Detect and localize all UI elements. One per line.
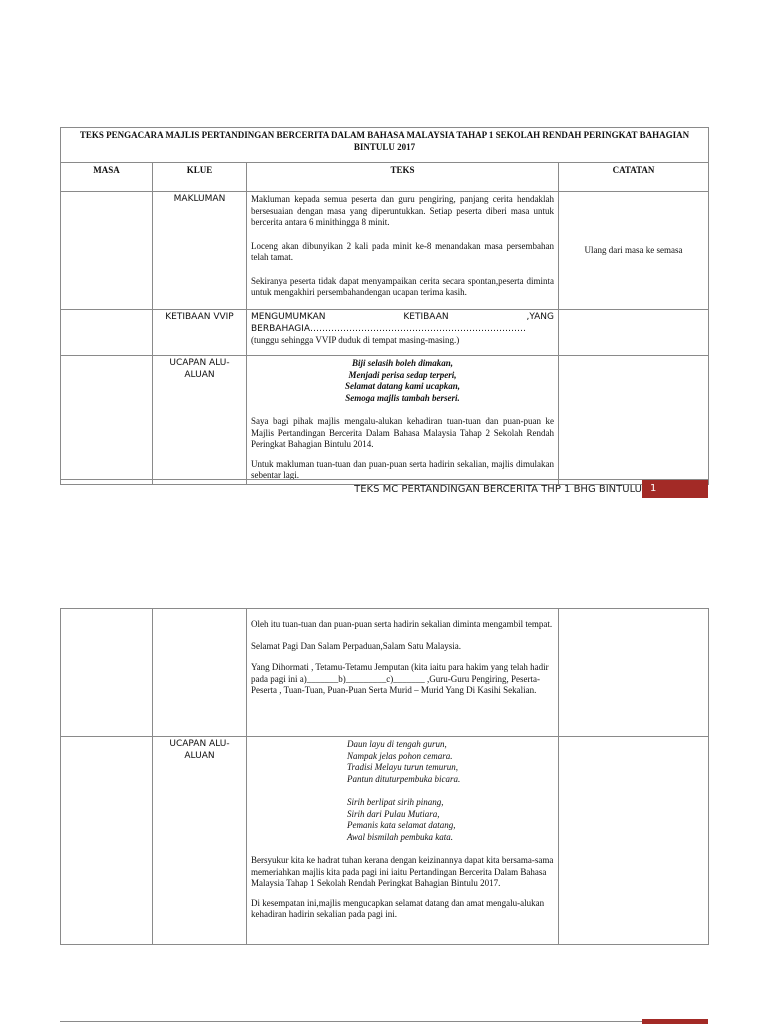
teks-cell (247, 310, 559, 356)
table-row (61, 192, 709, 310)
pantun-line: Nampak jelas pohon cemara. (347, 750, 453, 761)
klue-cell (153, 609, 247, 737)
announcement-text: MENGUMUMKAN KETIBAAN ,YANG BERBAHAGIA……………………………………………………………… (251, 312, 554, 334)
pantun-line: Pantun dituturpembuka bicara. (347, 773, 461, 784)
pantun-line: Awal bismilah pembuka kata. (347, 831, 453, 842)
pantun-line: Sirih dari Pulau Mutiara, (347, 808, 440, 819)
catatan-cell (559, 609, 709, 737)
pantun-line: Pemanis kata selamat datang, (347, 820, 456, 830)
pantun-line: Selamat datang kami ucapkan, (344, 381, 460, 391)
catatan-text: Ulang dari masa ke semasa (584, 244, 683, 255)
teks-cell (247, 356, 559, 485)
masa-cell (61, 609, 153, 737)
paragraph: Selamat Pagi Dan Salam Perpaduan,Salam Satu Malaysia. (251, 640, 461, 651)
masa-cell (61, 737, 153, 945)
pantun-line: Biji selasih boleh dimakan, (351, 358, 454, 368)
table-row (61, 609, 709, 737)
next-page-number-tab (642, 1019, 708, 1024)
table-row (61, 310, 709, 356)
pantun-verse (251, 358, 554, 404)
pantun-verse (347, 797, 554, 843)
catatan-cell (559, 356, 709, 485)
teks-cell (247, 737, 559, 945)
pantun-line: Tradisi Melayu turun temurun, (347, 762, 459, 772)
table-row (61, 737, 709, 945)
catatan-cell (559, 737, 709, 945)
table-header-row (61, 163, 709, 192)
paragraph: Bersyukur kita ke hadrat tuhan kerana dengan keizinannya dapat kita bersama-sama memeriahkan majlis kita pada pagi ini iaitu Pertandingan Bercerita Dalam Bahasa Malaysia Tahap 1 Sekolah Rendah Peringkat Bahagian Bintulu 2017. (251, 855, 554, 888)
catatan-cell (559, 192, 709, 310)
program-table-1 (60, 127, 709, 485)
masa-cell (61, 192, 153, 310)
announcement-note: (tunggu sehingga VVIP duduk di tempat masing-masing.) (251, 335, 460, 345)
pantun-verse (347, 739, 554, 785)
paragraph: Loceng akan dibunyikan 2 kali pada minit ke-8 menandakan masa persembahan telah tamat. (251, 240, 554, 262)
catatan-cell (559, 310, 709, 356)
paragraph: Di kesempatan ini,majlis mengucapkan selamat datang dan amat mengalu-alukan kehadiran hadirin sekalian pada pagi ini. (251, 897, 545, 919)
paragraph: Sekiranya peserta tidak dapat menyampaikan cerita secara spontan,peserta diminta untuk mengakhiri persembahandengan ucapan terima kasih. (251, 275, 554, 297)
header-klue: KLUE (153, 163, 247, 192)
pantun-line: Sirih berlipat sirih pinang, (347, 797, 444, 807)
page-2 (60, 608, 708, 945)
pantun-line: Daun layu di tengah gurun, (347, 739, 447, 749)
teks-cell (247, 192, 559, 310)
pantun-line: Semoga majlis tambah berseri. (345, 392, 460, 403)
header-masa: MASA (61, 163, 153, 192)
paragraph: Untuk makluman tuan-tuan dan puan-puan serta hadirin sekalian, majlis dimulakan sebentar lagi. (251, 458, 554, 480)
paragraph: Oleh itu tuan-tuan dan puan-puan serta hadirin sekalian diminta mengambil tempat. (251, 619, 553, 629)
document-title: TEKS PENGACARA MAJLIS PERTANDINGAN BERCERITA DALAM BAHASA MALAYSIA TAHAP 1 SEKOLAH RENDAH PERINGKAT BAHAGIAN BINTULU 2017 (61, 128, 709, 163)
pantun-line: Menjadi perisa sedap terperi, (348, 369, 457, 380)
masa-cell (61, 356, 153, 485)
page-1 (60, 127, 708, 485)
table-row (61, 356, 709, 485)
masa-cell (61, 310, 153, 356)
klue-cell: MAKLUMAN (153, 192, 247, 310)
klue-cell: KETIBAAN VVIP (153, 310, 247, 356)
paragraph: Makluman kepada semua peserta dan guru pengiring, panjang cerita hendaklah bersesuaian dengan masa yang diperuntukkan. Setiap peserta diberi masa untuk bercerita antara 6 minithingga 8 minit. (251, 194, 554, 227)
footer-title: TEKS MC PERTANDINGAN BERCERITA THP 1 BHG BINTULU (354, 484, 642, 495)
page-number: 1 (642, 480, 708, 498)
program-table-2 (60, 608, 709, 945)
header-catatan: CATATAN (559, 163, 709, 192)
paragraph: Yang Dihormati , Tetamu-Tetamu Jemputan (kita iaitu para hakim yang telah hadir pada pagi ini a)_______b)_________c)_______ ,Guru-Guru Pengiring, Peserta-Peserta , Tuan-Tuan, Puan-Puan Serta Murid – Murid Yang Di Kasihi Sekalian. (251, 662, 549, 695)
next-page-footer-rule (60, 1021, 708, 1022)
header-teks: TEKS (247, 163, 559, 192)
klue-cell: UCAPAN ALU-ALUAN (153, 737, 247, 945)
klue-cell: UCAPAN ALU-ALUAN (153, 356, 247, 485)
page-footer (60, 479, 708, 500)
paragraph: Saya bagi pihak majlis mengalu-alukan kehadiran tuan-tuan dan puan-puan ke Majlis Pertandingan Bercerita Dalam Bahasa Malaysia Tahap 2 Sekolah Rendah Peringkat Bahagian Bintulu 2014. (251, 416, 554, 449)
teks-cell (247, 609, 559, 737)
